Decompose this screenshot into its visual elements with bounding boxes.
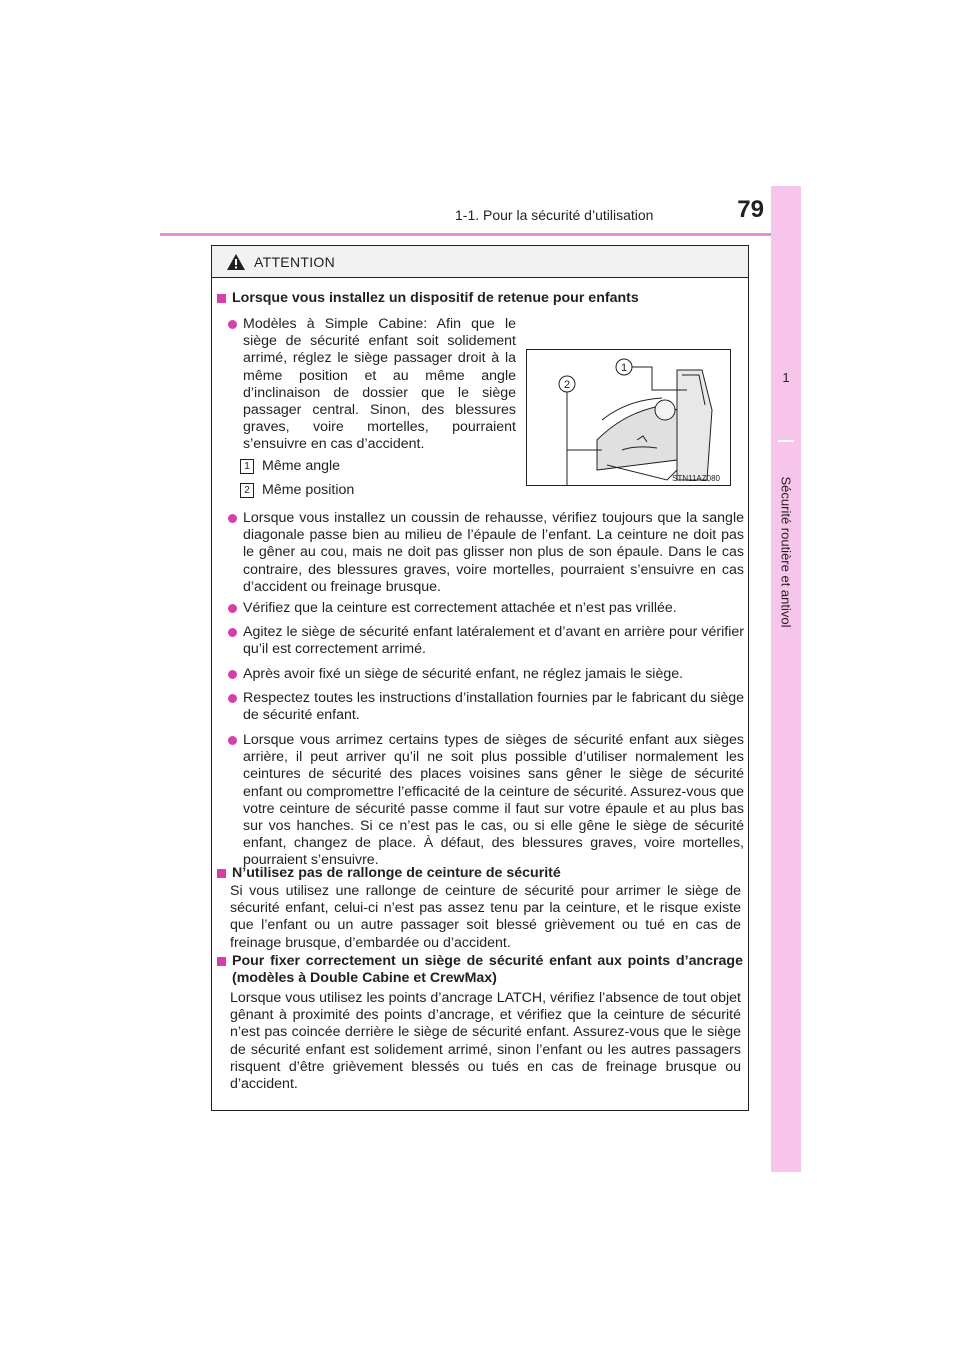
chapter-number: 1 xyxy=(782,370,790,385)
section-body: Lorsque vous utilisez les points d’ancrage LATCH, vérifiez l’absence de tout objet gênant à proximité des points d’ancrage, et vérifiez que la ceinture de sécurité n’est pas coincée derrière le siège de sécurité enfant. Assurez-vous que le siège de sécurité enfant est solidement arrimé, sinon l’enfant ou les autres passagers risquent d’être grièvement blessés ou tués en cas de freinage brusque ou d’accident. xyxy=(230,990,741,1093)
seat-diagram-graphic xyxy=(527,350,731,486)
section-heading: Lorsque vous installez un dispositif de retenue pour enfants xyxy=(217,290,639,307)
list-item: Respectez toutes les instructions d’installation fournies par le fabricant du siège de sécurité enfant. xyxy=(228,690,744,724)
running-header-section: 1-1. Pour la sécurité d’utilisation xyxy=(455,207,654,223)
round-bullet-icon xyxy=(228,604,237,613)
chapter-tab xyxy=(771,186,801,1172)
callout-item: 2 Même position xyxy=(240,482,354,498)
section-body: Si vous utilisez une rallonge de ceinture de sécurité pour arrimer le siège de sécurité enfant, celui-ci n’est pas assez tenu par la ceinture, et le risque existe que l’enfant ou un autre passager soit blessé grièvement ou tué en cas de freinage brusque, d’embardée ou d’accident. xyxy=(230,883,741,951)
square-bullet-icon xyxy=(217,294,226,303)
child-seat-illustration xyxy=(526,349,731,486)
round-bullet-icon xyxy=(228,628,237,637)
chapter-title: Sécurité routière et antivol xyxy=(778,476,794,628)
warning-box xyxy=(211,245,749,1111)
square-bullet-icon xyxy=(217,869,226,878)
list-item: Lorsque vous arrimez certains types de sièges de sécurité enfant aux sièges arrière, il peut arriver qu’il ne soit plus possible d’utiliser normalement les ceintures de sécurité des places voisines sans gêner le siège de sécurité enfant ou compromettre l’efficacité de la ceinture de sécurité. Assurez-vous que votre ceinture de sécurité passe comme il faut sur votre épaule et au plus bas sur vos hanches. Si ce n’est pas le cas, ou si elle gêne le siège de sécurité enfant, changez de place. À défaut, des blessures graves, voire mortelles, pourraient s’ensuivre. xyxy=(228,732,744,870)
callout-marker-1: 1 xyxy=(620,362,628,374)
list-item: Agitez le siège de sécurité enfant latéralement et d’avant en arrière pour vérifier qu’il est correctement arrimé. xyxy=(228,624,744,658)
list-item: Vérifiez que la ceinture est correctement attachée et n’est pas vrillée. xyxy=(228,600,744,617)
list-item: Lorsque vous installez un coussin de rehausse, vérifiez toujours que la sangle diagonale passe bien au milieu de l’épaule de l’enfant. La ceinture ne doit pas le gêner au cou, mais ne doit pas glisser non plus de son épaule. Dans le cas contraire, des blessures graves, voire mortelles, pourraient s’ensuivre en cas d’accident ou freinage brusque. xyxy=(228,510,744,596)
round-bullet-icon xyxy=(228,694,237,703)
section-heading: N’utilisez pas de rallonge de ceinture de sécurité xyxy=(217,865,561,882)
callout-marker-2: 2 xyxy=(563,379,571,391)
page-number: 79 xyxy=(737,196,764,223)
round-bullet-icon xyxy=(228,514,237,523)
round-bullet-icon xyxy=(228,320,237,329)
round-bullet-icon xyxy=(228,736,237,745)
callout-item: 1 Même angle xyxy=(240,458,340,474)
square-bullet-icon xyxy=(217,957,226,966)
list-item: Après avoir fixé un siège de sécurité enfant, ne réglez jamais le siège. xyxy=(228,666,744,683)
round-bullet-icon xyxy=(228,670,237,679)
chapter-tab-divider xyxy=(778,440,794,442)
warning-label: ATTENTION xyxy=(254,254,335,270)
warning-triangle-icon xyxy=(226,253,246,271)
header-rule xyxy=(160,233,771,236)
figure-code: STN11AZ080 xyxy=(672,474,720,483)
section-heading: Pour fixer correctement un siège de sécurité enfant aux points d’ancrage (modèles à Double Cabine et CrewMax) xyxy=(217,953,743,987)
list-item: Modèles à Simple Cabine: Afin que le siège de sécurité enfant soit solidement arrimé, réglez le siège passager droit à la même position et au même angle d’inclinaison de dossier que le siège passager central. Sinon, des blessures graves, voire mortelles, pourraient s’ensuivre en cas d’accident. xyxy=(228,316,516,454)
warning-box-header xyxy=(212,246,748,278)
